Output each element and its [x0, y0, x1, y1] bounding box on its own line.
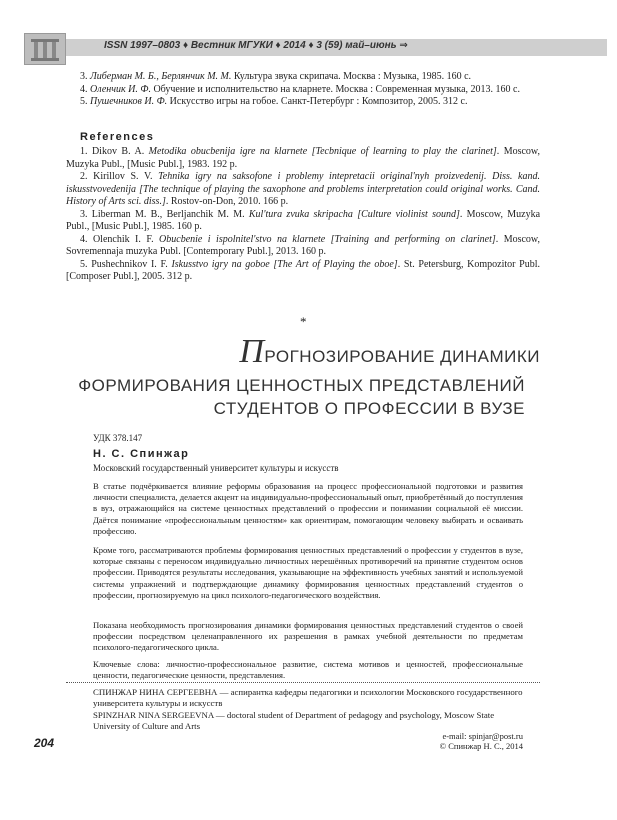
reference-item: 2. Kirillov S. V. Tehnika igry na saksofone i problemy intepretacii original'nyh proizvedenij. Diss. kand. iskusstvovedenija [The technique of playing the saxophone and problems interpretation could original works. Cand. History of Arts sci. diss.]. Rostov-on-Don, 2010. 166 p. [66, 171, 540, 207]
author-info-en: SPINZHAR NINA SERGEEVNA — doctoral student of Department of pedagogy and psychology, Moscow State University of Culture and Arts [93, 710, 495, 731]
abstract-paragraph-3: Показана необходимость прогнозирования динамики формирования ценностных представлений студентов о своей профессии посредством целенаправленного их разрешения в рамках учебной деятельности по предметам психолого-педагогического цикла. [93, 620, 523, 653]
references-list [66, 146, 540, 284]
copyright: © Спинжар Н. С., 2014 [439, 741, 523, 751]
author-email: e-mail: spinjar@post.ru [442, 731, 523, 741]
title-drop-capital: П [239, 333, 265, 370]
ru-reference-list [80, 71, 540, 109]
author-info-ru: СПИНЖАР НИНА СЕРГЕЕВНА — аспирантка кафедры педагогики и психологии Московского государственного университета культуры и искусств [93, 687, 523, 708]
running-header-text: ISSN 1997–0803 ♦ Вестник МГУКИ ♦ 2014 ♦ 3 (59) май–июнь ⇒ [104, 40, 408, 51]
references-heading: References [80, 131, 155, 143]
title-line-3: СТУДЕНТОВ О ПРОФЕССИИ В ВУЗЕ [213, 399, 525, 418]
keywords: Ключевые слова: личностно-профессиональное развитие, система мотивов и ценностей, профессиональные ценности, педагогические ценности, представления. [93, 659, 523, 681]
reference-item: 4. Olenchik I. F. Obucbenie i ispolnitel'stvo na klarnete [Training and performing on clarinet]. Moscow, Sovremennaja muzyka Publ. [Contemporary Publ.], 2013. 160 p. [66, 233, 541, 257]
author-affiliation: Московский государственный университет культуры и искусств [93, 463, 339, 473]
reference-item: 1. Dikov B. A. Metodika obucbenija igre na klarnete [Tecbnique of learning to play the clarinet]. Moscow, Muzyka Publ., [Music Publ.], 1983. 192 p. [66, 146, 541, 170]
udk-code: УДК 378.147 [93, 433, 143, 443]
reference-item: 5. Pushechnikov I. F. Iskusstvo igry na goboe [The Art of Playing the oboe]. St. Petersburg, Kompozitor Publ. [Composer Publ.], 2005. 312 p. [66, 258, 541, 282]
section-separator: * [300, 314, 307, 329]
abstract-paragraph-2: Кроме того, рассматриваются проблемы формирования ценностных представлений о профессии у студентов в вузе, которые связаны с переносом индивидуально личностных нерешённых противоречий на принятие студентом основ профессии. Приводятся результаты исследования, указывающие на эффективность учебных занятий и используемой системы упражнений и подтверждающие динамику формирования ценностных представлений студентов о профессии, прогнозируемую на цикл психолого-педагогического воздействия. [93, 545, 523, 600]
journal-logo [24, 33, 66, 65]
footer-divider [66, 682, 540, 683]
ru-reference-item: 4. Оленчик И. Ф. Обучение и исполнительство на кларнете. Москва : Современная музыка, 2013. 160 с. [80, 83, 520, 95]
author-name: Н. С. Спинжар [93, 448, 190, 460]
reference-item: 3. Liberman M. B., Berljanchik M. M. Kul'tura zvuka skripacha [Culture violinist sound]. Moscow, Muzyka Publ., [Music Publ.], 1985. 160 p. [66, 208, 541, 232]
article-title [0, 333, 540, 370]
ru-reference-item: 5. Пушечников И. Ф. Искусство игры на гобое. Санкт-Петербург : Композитор, 2005. 312 с. [80, 96, 468, 107]
page-number: 204 [34, 736, 55, 750]
ru-reference-item: 3. Либерман М. Б., Берлянчик М. М. Культура звука скрипача. Москва : Музыка, 1985. 160 с. [80, 71, 472, 82]
title-line-2: ФОРМИРОВАНИЯ ЦЕННОСТНЫХ ПРЕДСТАВЛЕНИЙ [78, 376, 525, 395]
classical-column-icon [25, 34, 65, 64]
abstract-paragraph-1: В статье подчёркивается влияние реформы образования на процесс профессиональной подготовки и развития личности специалиста, делается акцент на индивидуально-профессиональный опыт, приобретённый до поступления в вуз, отражающийся на системе ценностных представлений о профессии и понимании социальной её миссии. Даётся понимание «профессиональным ценностям» как ориентирам, помогающим человеку выбирать и осваивать профессию. [93, 481, 523, 536]
title-line-1: ПРОГНОЗИРОВАНИЕ ДИНАМИКИ [239, 333, 540, 370]
